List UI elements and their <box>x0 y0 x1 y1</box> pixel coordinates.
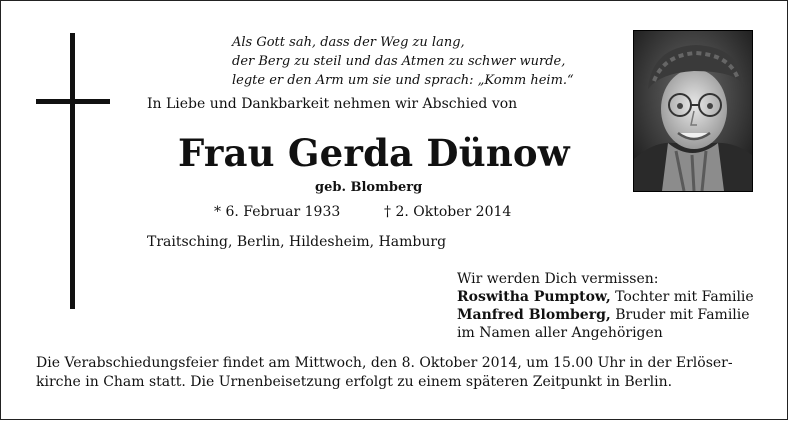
cross-icon <box>70 33 75 309</box>
mourner-entry <box>457 288 754 306</box>
mourners-closing: im Namen aller Angehörigen <box>457 325 663 341</box>
maiden-name: geb. Blomberg <box>315 180 423 195</box>
poem-line: der Berg zu steil und das Atmen zu schwer wurde, <box>232 54 566 69</box>
ceremony-text <box>36 354 733 392</box>
mourner-relation: Bruder mit Familie <box>610 307 750 323</box>
mourner-name: Roswitha Pumptow, <box>457 289 611 305</box>
mourners-block <box>457 270 754 342</box>
mourner-relation: Tochter mit Familie <box>610 289 754 305</box>
poem <box>232 33 612 90</box>
portrait-image <box>634 31 752 191</box>
ceremony-line: Die Verabschiedungsfeier findet am Mittwoch, den 8. Oktober 2014, um 15.00 Uhr in der Erlöser- <box>36 355 733 371</box>
places-text: Traitsching, Berlin, Hildesheim, Hamburg <box>147 234 447 250</box>
portrait-photo <box>633 30 753 192</box>
mourner-name: Manfred Blomberg, <box>457 307 611 323</box>
intro-text: In Liebe und Dankbarkeit nehmen wir Abschied von <box>147 96 518 112</box>
mourners-heading: Wir werden Dich vermissen: <box>457 271 659 287</box>
death-date: † 2. Oktober 2014 <box>384 204 512 220</box>
cross-icon-bar <box>36 99 110 104</box>
mourner-entry <box>457 306 754 324</box>
deceased-name: Frau Gerda Dünow <box>178 131 570 175</box>
poem-line: Als Gott sah, dass der Weg zu lang, <box>232 35 465 50</box>
poem-line: legte er den Arm um sie und sprach: „Komm heim.“ <box>232 73 574 88</box>
birth-date: * 6. Februar 1933 <box>214 204 341 220</box>
ceremony-line: kirche in Cham statt. Die Urnenbeisetzung erfolgt zu einem späteren Zeitpunkt in Berlin. <box>36 374 673 390</box>
